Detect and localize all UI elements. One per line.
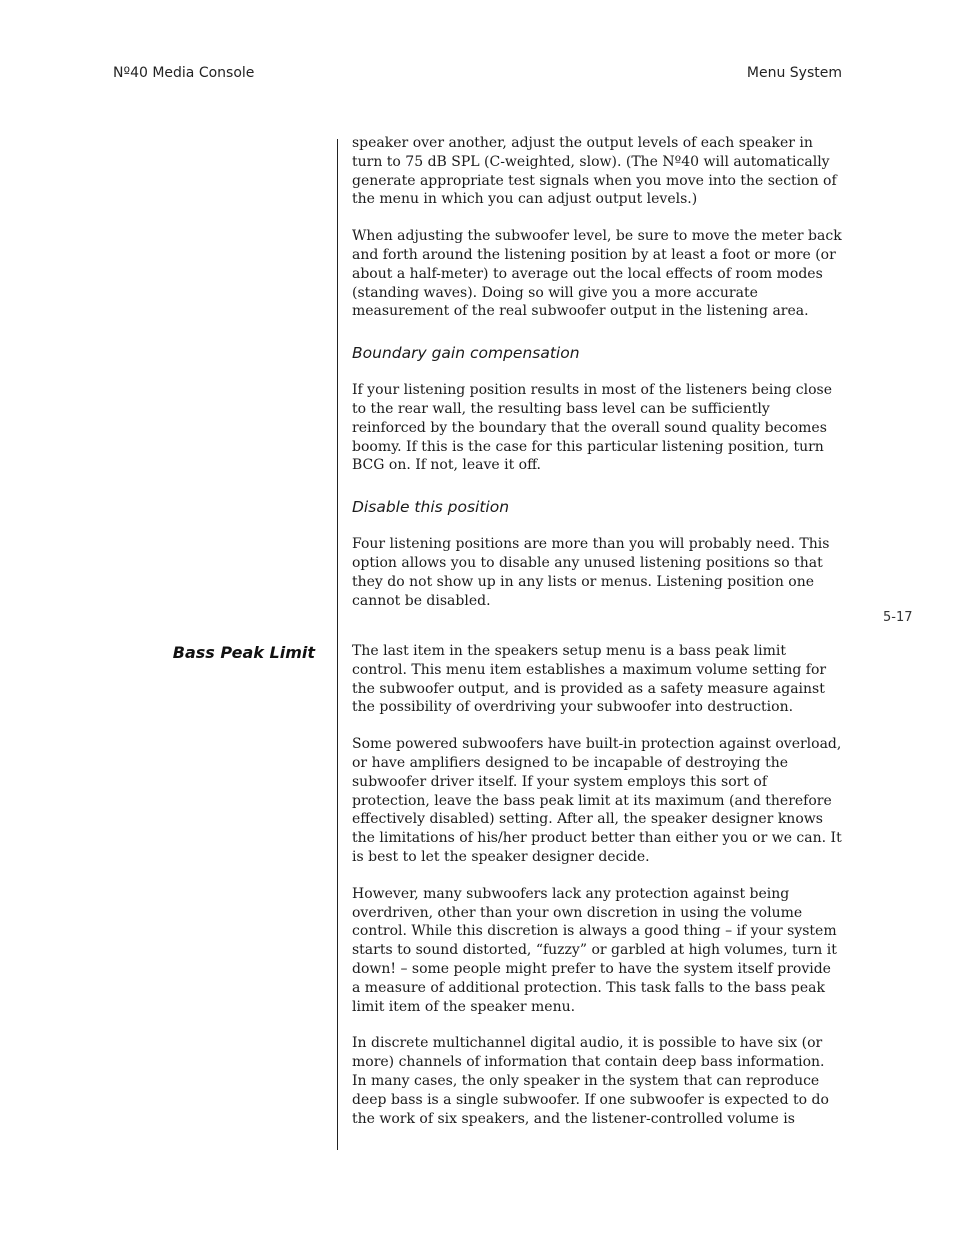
paragraph-multichannel: In discrete multichannel digital audio, it is possible to have six (or more) channels of information that contain deep bass information. In many cases, the only speaker in the system that can reproduce deep bass is a single subwoofer. If one subwoofer is expected to do the work of six speakers, and the listener-controlled volume is [352, 1035, 829, 1127]
main-text-upper [352, 134, 842, 610]
main-text-bass-peak [352, 642, 842, 1146]
subheading-boundary-gain: Boundary gain compensation [352, 344, 580, 363]
running-header-section: Menu System [746, 65, 842, 81]
paragraph-speaker-levels: speaker over another, adjust the output levels of each speaker in turn to 75 dB SPL (C-weighted, slow). (The Nº40 will automatically generate appropriate test signals when you move into the section of the menu in which you can adjust output levels.) [352, 135, 837, 208]
column-divider [337, 139, 338, 1150]
section-heading-bass-peak-limit: Bass Peak Limit [172, 643, 315, 662]
paragraph-powered-subwoofers: Some powered subwoofers have built-in protection against overload, or have amplifiers designed to be incapable of destroying the subwoofer driver itself. If your system employs this sort of protection, leave the bass peak limit at its maximum (and therefore effectively disabled) setting. After all, the speaker designer knows the limitations of his/her product better than either you or we can. It is best to let the speaker designer decide. [352, 736, 842, 865]
paragraph-bass-peak-intro: The last item in the speakers setup menu is a bass peak limit control. This menu item establishes a maximum volume setting for the subwoofer output, and is provided as a safety measure against the possibility of overdriving your subwoofer into destruction. [352, 643, 827, 716]
paragraph-boundary-gain: If your listening position results in most of the listeners being close to the rear wall, the resulting bass level can be sufficiently reinforced by the boundary that the overall sound quality becomes boomy. If this is the case for this particular listening position, turn BCG on. If not, leave it off. [352, 382, 832, 474]
paragraph-subwoofer-level: When adjusting the subwoofer level, be sure to move the meter back and forth around the listening position by at least a foot or more (or about a half-meter) to average out the local effects of room modes (standing waves). Doing so will give you a more accurate measurement of the real subwoofer output in the listening area. [352, 228, 842, 320]
paragraph-disable-position: Four listening positions are more than you will probably need. This option allows you to disable any unused listening positions so that they do not show up in any lists or menus. Listening position one cannot be disabled. [352, 536, 830, 609]
running-header-title: Nº40 Media Console [113, 65, 255, 81]
paragraph-overdriven: However, many subwoofers lack any protection against being overdriven, other than your own discretion in using the volume control. While this discretion is always a good thing – if your system starts to sound distorted, “fuzzy” or garbled at high volumes, turn it down! – some people might prefer to have the system itself provide a measure of additional protection. This task falls to the bass peak limit item of the speaker menu. [352, 885, 837, 1015]
page-number: 5-17 [883, 610, 913, 625]
subheading-disable-position: Disable this position [352, 498, 510, 517]
